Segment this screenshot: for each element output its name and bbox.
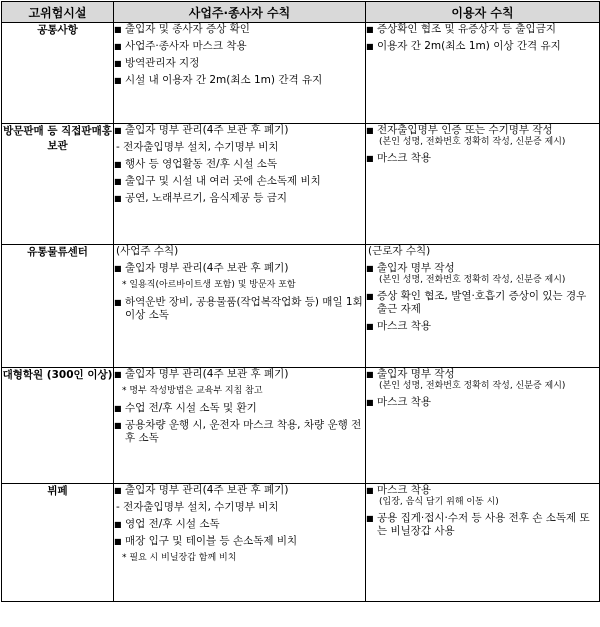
- rule-text: 증상확인 협조 및 유증상자 등 출입금지: [377, 23, 556, 35]
- rule-text: 행사 등 영업활동 전/후 시설 소독: [125, 158, 278, 170]
- rule-item: [114, 296, 365, 322]
- category-cell: 뷔페: [2, 484, 114, 602]
- rule-text: 출입자 명부 관리(4주 보관 후 폐기): [125, 124, 289, 136]
- rule-item: [366, 23, 599, 36]
- rule-item: [366, 124, 599, 148]
- rule-subnote: (본인 성명, 전화번호 정확히 작성, 신분증 제시): [379, 381, 566, 391]
- rule-item: [114, 192, 365, 205]
- square-bullet-icon: ■: [114, 59, 122, 68]
- section-note: (근로자 수칙): [368, 245, 431, 257]
- square-bullet-icon: ■: [366, 514, 374, 523]
- rule-item: [114, 402, 365, 415]
- rule-item: [114, 368, 365, 381]
- rule-text: 공용차량 운행 시, 운전자 마스크 착용, 차량 운행 전후 소독: [125, 419, 362, 444]
- user-cell: [366, 23, 600, 124]
- rule-detail: - 전자출입명부 설치, 수기명부 비치: [116, 501, 279, 513]
- rule-text: 방역관리자 지정: [125, 57, 200, 69]
- rule-text: 출입자 및 종사자 증상 확인: [125, 23, 250, 35]
- header-category: 고위험시설: [2, 2, 114, 23]
- square-bullet-icon: ■: [114, 520, 122, 529]
- category-cell: 대형학원 (300인 이상): [2, 368, 114, 484]
- square-bullet-icon: ■: [114, 264, 122, 273]
- rule-footnote: * 일용직(아르바이트생 포함) 및 방문자 포함: [122, 280, 296, 290]
- square-bullet-icon: ■: [366, 42, 374, 51]
- rule-item: [114, 419, 365, 445]
- square-bullet-icon: ■: [114, 486, 122, 495]
- rule-item: [366, 262, 599, 286]
- rule-text: 출입자 명부 작성 (본인 성명, 전화번호 정확히 작성, 신분증 제시): [377, 368, 599, 392]
- rule-item: [114, 23, 365, 36]
- user-cell: [366, 245, 600, 368]
- rule-text: 수업 전/후 시설 소독 및 환기: [125, 402, 257, 414]
- user-cell: [366, 368, 600, 484]
- rule-item: [114, 124, 365, 137]
- header-operator: 사업주·종사자 수칙: [114, 2, 366, 23]
- table-row: [2, 368, 600, 484]
- square-bullet-icon: ■: [114, 298, 122, 307]
- rule-item: [366, 290, 599, 316]
- square-bullet-icon: ■: [114, 404, 122, 413]
- rule-text: 출입자 명부 관리(4주 보관 후 폐기): [125, 484, 289, 496]
- table-row: [2, 245, 600, 368]
- section-note: (사업주 수칙): [116, 245, 179, 257]
- rule-item: [114, 484, 365, 497]
- rule-text: 사업주·종사자 마스크 착용: [125, 40, 247, 52]
- square-bullet-icon: ■: [114, 76, 122, 85]
- square-bullet-icon: ■: [366, 322, 374, 331]
- category-cell: 공통사항: [2, 23, 114, 124]
- rules-table: [1, 1, 600, 602]
- header-user: 이용자 수칙: [366, 2, 600, 23]
- category-cell: 방문판매 등 직접판매홍보관: [2, 124, 114, 245]
- rule-text: 마스크 착용 (입장, 음식 담기 위해 이동 시): [377, 484, 599, 508]
- rule-text: 매장 입구 및 테이블 등 손소독제 비치: [125, 535, 298, 547]
- user-cell: [366, 124, 600, 245]
- rule-item: [366, 512, 599, 538]
- rule-item: [366, 368, 599, 392]
- square-bullet-icon: ■: [114, 42, 122, 51]
- rule-text: 증상 확인 협조, 발열·호흡기 증상이 있는 경우 출근 자제: [377, 290, 587, 315]
- rule-text: 마스크 착용: [377, 396, 432, 408]
- rule-item: [114, 158, 365, 171]
- rule-footnote: * 명부 작성방법은 교육부 지침 참고: [122, 386, 263, 396]
- table-row: [2, 124, 600, 245]
- square-bullet-icon: ■: [114, 537, 122, 546]
- rule-text: 출입자 명부 관리(4주 보관 후 폐기): [125, 368, 289, 380]
- header-row: [2, 2, 600, 23]
- operator-cell: [114, 124, 366, 245]
- operator-cell: [114, 245, 366, 368]
- square-bullet-icon: ■: [114, 160, 122, 169]
- rule-text: 출입구 및 시설 내 여러 곳에 손소독제 비치: [125, 175, 321, 187]
- category-cell: 유통물류센터: [2, 245, 114, 368]
- square-bullet-icon: ■: [366, 370, 374, 379]
- rule-item: [366, 40, 599, 53]
- rule-text: 전자출입명부 인증 또는 수기명부 작성 (본인 성명, 전화번호 정확히 작성, 신분증 제시): [377, 124, 599, 148]
- rule-item: [114, 262, 365, 275]
- square-bullet-icon: ■: [366, 398, 374, 407]
- rule-item: [366, 320, 599, 333]
- square-bullet-icon: ■: [114, 126, 122, 135]
- square-bullet-icon: ■: [366, 154, 374, 163]
- rule-detail: - 전자출입명부 설치, 수기명부 비치: [116, 141, 279, 153]
- rule-text: 공용 집게·접시·수저 등 사용 전후 손 소독제 또는 비닐장갑 사용: [377, 512, 590, 537]
- rule-item: [114, 535, 365, 548]
- square-bullet-icon: ■: [114, 25, 122, 34]
- square-bullet-icon: ■: [366, 126, 374, 135]
- rule-text: 출입자 명부 관리(4주 보관 후 폐기): [125, 262, 289, 274]
- rule-text: 출입자 명부 작성 (본인 성명, 전화번호 정확히 작성, 신분증 제시): [377, 262, 599, 286]
- square-bullet-icon: ■: [366, 264, 374, 273]
- rule-item: [366, 396, 599, 409]
- user-cell: [366, 484, 600, 602]
- rule-text: 마스크 착용: [377, 320, 432, 332]
- rule-item: [366, 484, 599, 508]
- operator-cell: [114, 484, 366, 602]
- rule-text: 이용자 간 2m(최소 1m) 이상 간격 유지: [377, 40, 561, 52]
- operator-cell: [114, 368, 366, 484]
- rule-item: [114, 40, 365, 53]
- rule-item: [114, 518, 365, 531]
- square-bullet-icon: ■: [366, 486, 374, 495]
- square-bullet-icon: ■: [366, 25, 374, 34]
- operator-cell: [114, 23, 366, 124]
- rule-text: 영업 전/후 시설 소독: [125, 518, 220, 530]
- square-bullet-icon: ■: [366, 292, 374, 301]
- square-bullet-icon: ■: [114, 370, 122, 379]
- square-bullet-icon: ■: [114, 194, 122, 203]
- rule-item: [114, 74, 365, 87]
- square-bullet-icon: ■: [114, 421, 122, 430]
- rule-item: [114, 175, 365, 188]
- rule-item: [114, 57, 365, 70]
- rule-item: [366, 152, 599, 165]
- rule-text: 공연, 노래부르기, 음식제공 등 금지: [125, 192, 288, 204]
- table-row: [2, 23, 600, 124]
- rule-subnote: (본인 성명, 전화번호 정확히 작성, 신분증 제시): [379, 137, 566, 147]
- rule-text: 시설 내 이용자 간 2m(최소 1m) 간격 유지: [125, 74, 323, 86]
- rule-text: 하역운반 장비, 공용물품(작업복작업화 등) 매일 1회 이상 소독: [125, 296, 363, 321]
- table-row: [2, 484, 600, 602]
- rule-footnote: * 필요 시 비닐장갑 함께 비치: [122, 553, 237, 563]
- rule-subnote: (본인 성명, 전화번호 정확히 작성, 신분증 제시): [379, 275, 566, 285]
- square-bullet-icon: ■: [114, 177, 122, 186]
- rule-subnote: (입장, 음식 담기 위해 이동 시): [379, 497, 499, 507]
- rule-text: 마스크 착용: [377, 152, 432, 164]
